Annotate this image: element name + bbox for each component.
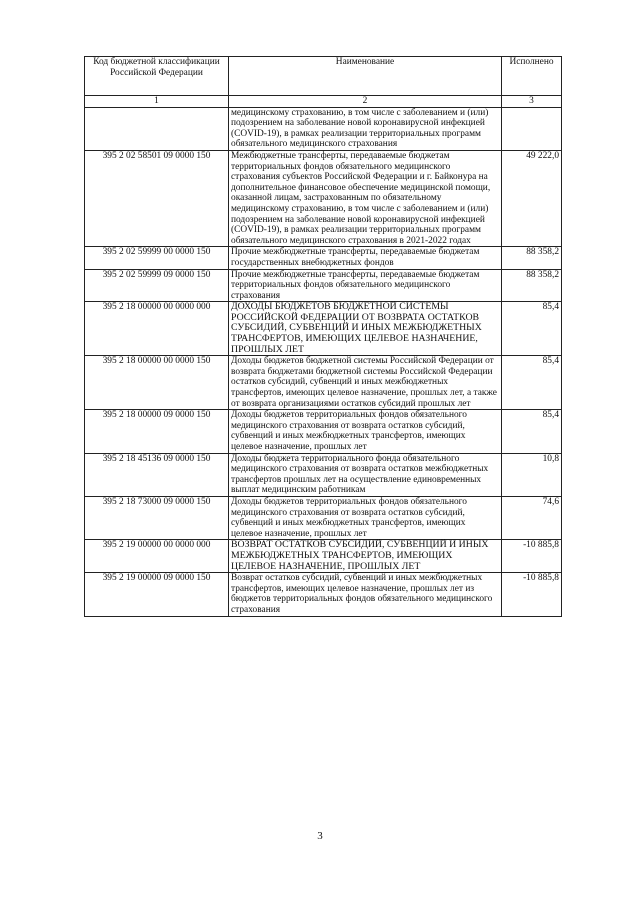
executed-amount-cell: 85,4 <box>502 302 562 356</box>
item-name-cell: ДОХОДЫ БЮДЖЕТОВ БЮДЖЕТНОЙ СИСТЕМЫ РОССИЙСКОЙ ФЕДЕРАЦИИ ОТ ВОЗВРАТА ОСТАТКОВ СУБСИДИЙ, СУБВЕНЦИЙ И ИНЫХ МЕЖБЮДЖЕТНЫХ ТРАНСФЕРТОВ, ИМЕЮЩИХ ЦЕЛЕВОЕ НАЗНАЧЕНИЕ, ПРОШЛЫХ ЛЕТ <box>229 302 502 356</box>
column-number: 2 <box>229 96 502 108</box>
budget-code-cell: 395 2 02 58501 09 0000 150 <box>85 150 229 246</box>
executed-amount-cell: 10,8 <box>502 453 562 496</box>
budget-code-cell <box>85 107 229 150</box>
table-row <box>85 356 562 410</box>
executed-amount-cell: 85,4 <box>502 356 562 410</box>
budget-code-cell: 395 2 19 00000 00 0000 000 <box>85 540 229 573</box>
table-row <box>85 247 562 269</box>
budget-code-cell: 395 2 18 00000 00 0000 000 <box>85 302 229 356</box>
table-row <box>85 107 562 150</box>
budget-code-cell: 395 2 18 00000 00 0000 150 <box>85 356 229 410</box>
table-row <box>85 269 562 302</box>
executed-amount-cell: 49 222,0 <box>502 150 562 246</box>
budget-code-cell: 395 2 02 59999 09 0000 150 <box>85 269 229 302</box>
executed-amount-cell: 74,6 <box>502 496 562 539</box>
budget-code-cell: 395 2 18 45136 09 0000 150 <box>85 453 229 496</box>
budget-code-cell: 395 2 02 59999 00 0000 150 <box>85 247 229 269</box>
item-name-cell: Прочие межбюджетные трансферты, передаваемые бюджетам территориальных фондов обязательного медицинского страхования <box>229 269 502 302</box>
table-row <box>85 150 562 246</box>
budget-code-cell: 395 2 18 73000 09 0000 150 <box>85 496 229 539</box>
header-executed: Исполнено <box>502 57 562 96</box>
table-row <box>85 540 562 573</box>
item-name-cell: Прочие межбюджетные трансферты, передаваемые бюджетам государственных внебюджетных фондов <box>229 247 502 269</box>
item-name-cell: Доходы бюджетов территориальных фондов обязательного медицинского страхования от возврата остатков субсидий, субвенций и иных межбюджетных трансфертов, имеющих целевое назначение, прошлых лет <box>229 496 502 539</box>
item-name-cell: Доходы бюджетов территориальных фондов обязательного медицинского страхования от возврата остатков субсидий, субвенций и иных межбюджетных трансфертов, имеющих целевое назначение, прошлых лет <box>229 410 502 453</box>
table-header-row <box>85 57 562 96</box>
item-name-cell: ВОЗВРАТ ОСТАТКОВ СУБСИДИЙ, СУБВЕНЦИЙ И ИНЫХ МЕЖБЮДЖЕТНЫХ ТРАНСФЕРТОВ, ИМЕЮЩИХ ЦЕЛЕВОЕ НАЗНАЧЕНИЕ, ПРОШЛЫХ ЛЕТ <box>229 540 502 573</box>
table-row <box>85 410 562 453</box>
header-name: Наименование <box>229 57 502 96</box>
table-row <box>85 302 562 356</box>
column-number: 3 <box>502 96 562 108</box>
page-number: 3 <box>317 830 323 842</box>
budget-execution-table <box>84 56 562 617</box>
table-row <box>85 573 562 616</box>
budget-code-cell: 395 2 19 00000 09 0000 150 <box>85 573 229 616</box>
item-name-cell: Доходы бюджета территориального фонда обязательного медицинского страхования от возврата остатков межбюджетных трансфертов прошлых лет на осуществление единовременных выплат медицинским работникам <box>229 453 502 496</box>
header-code: Код бюджетной классификации Российской Федерации <box>85 57 229 96</box>
item-name-cell: Межбюджетные трансферты, передаваемые бюджетам территориальных фондов обязательного медицинского страхования субъектов Российской Федерации и г. Байконура на дополнительное финансовое обеспечение медицинской помощи, оказанной лицам, застрахованным по обязательному медицинскому страхованию, в том числе с заболеванием и (или) подозрением на заболевание новой коронавирусной инфекцией (COVID-19), в рамках реализации территориальных программ обязательного медицинского страхования в 2021-2022 годах <box>229 150 502 246</box>
item-name-cell: Возврат остатков субсидий, субвенций и иных межбюджетных трансфертов, имеющих целевое назначение, прошлых лет из бюджетов территориальных фондов обязательного медицинского страхования <box>229 573 502 616</box>
executed-amount-cell <box>502 107 562 150</box>
executed-amount-cell: 88 358,2 <box>502 269 562 302</box>
item-name-cell: медицинскому страхованию, в том числе с заболеванием и (или) подозрением на заболевание новой коронавирусной инфекцией (COVID-19), в рамках реализации территориальных программ обязательного медицинского страхования <box>229 107 502 150</box>
executed-amount-cell: 85,4 <box>502 410 562 453</box>
executed-amount-cell: -10 885,8 <box>502 573 562 616</box>
table-row <box>85 453 562 496</box>
item-name-cell: Доходы бюджетов бюджетной системы Российской Федерации от возврата бюджетами бюджетной системы Российской Федерации остатков субсидий, субвенций и иных межбюджетных трансфертов, имеющих целевое назначение, прошлых лет, а также от возврата организациями остатков субсидий прошлых лет <box>229 356 502 410</box>
executed-amount-cell: -10 885,8 <box>502 540 562 573</box>
table-row <box>85 496 562 539</box>
budget-code-cell: 395 2 18 00000 09 0000 150 <box>85 410 229 453</box>
column-number: 1 <box>85 96 229 108</box>
column-number-row <box>85 96 562 108</box>
executed-amount-cell: 88 358,2 <box>502 247 562 269</box>
